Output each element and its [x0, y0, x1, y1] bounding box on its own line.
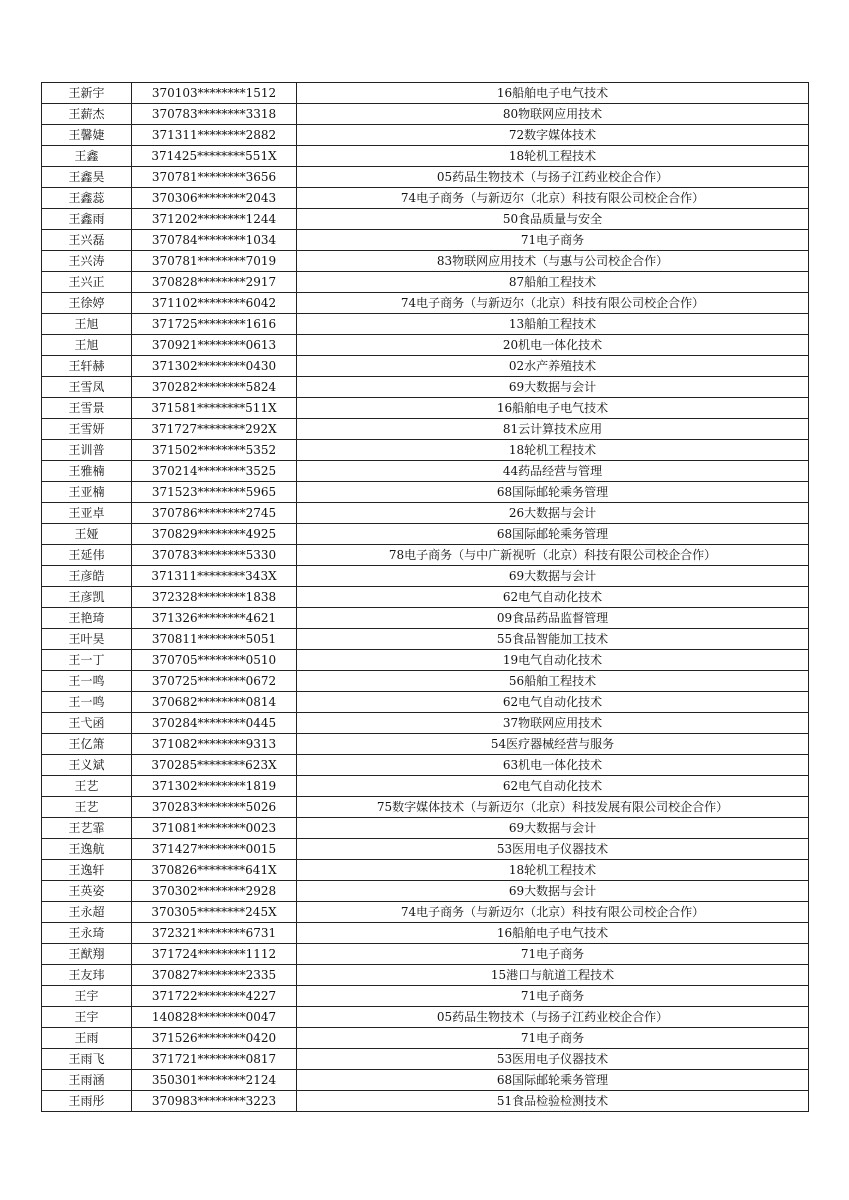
name-cell: 王训普 — [42, 440, 132, 461]
id-cell: 371326********4621 — [132, 608, 297, 629]
name-cell: 王艺 — [42, 776, 132, 797]
name-cell: 王艺 — [42, 797, 132, 818]
name-cell: 王亚楠 — [42, 482, 132, 503]
major-cell: 51食品检验检测技术 — [297, 1091, 809, 1112]
major-cell: 69大数据与会计 — [297, 881, 809, 902]
major-cell: 09食品药品监督管理 — [297, 608, 809, 629]
major-cell: 63机电一体化技术 — [297, 755, 809, 776]
table-row — [42, 314, 809, 335]
table-row — [42, 104, 809, 125]
name-cell: 王弋函 — [42, 713, 132, 734]
table-row — [42, 230, 809, 251]
major-cell: 62电气自动化技术 — [297, 776, 809, 797]
name-cell: 王雪妍 — [42, 419, 132, 440]
table-row — [42, 671, 809, 692]
id-cell: 371581********511X — [132, 398, 297, 419]
major-cell: 15港口与航道工程技术 — [297, 965, 809, 986]
id-cell: 371721********0817 — [132, 1049, 297, 1070]
document-page — [41, 82, 809, 1112]
table-row — [42, 881, 809, 902]
major-cell: 16船舶电子电气技术 — [297, 398, 809, 419]
table-row — [42, 839, 809, 860]
name-cell: 王艳琦 — [42, 608, 132, 629]
major-cell: 02水产养殖技术 — [297, 356, 809, 377]
major-cell: 69大数据与会计 — [297, 818, 809, 839]
name-cell: 王宇 — [42, 986, 132, 1007]
table-body — [42, 83, 809, 1112]
major-cell: 62电气自动化技术 — [297, 587, 809, 608]
id-cell: 371102********6042 — [132, 293, 297, 314]
major-cell: 74电子商务（与新迈尔（北京）科技有限公司校企合作） — [297, 188, 809, 209]
major-cell: 54医疗器械经营与服务 — [297, 734, 809, 755]
id-cell: 371425********551X — [132, 146, 297, 167]
major-cell: 78电子商务（与中广新视听（北京）科技有限公司校企合作） — [297, 545, 809, 566]
name-cell: 王雨 — [42, 1028, 132, 1049]
table-row — [42, 944, 809, 965]
name-cell: 王雨飞 — [42, 1049, 132, 1070]
name-cell: 王亚卓 — [42, 503, 132, 524]
student-table — [41, 82, 809, 1112]
table-row — [42, 1049, 809, 1070]
id-cell: 370103********1512 — [132, 83, 297, 104]
table-row — [42, 482, 809, 503]
table-row — [42, 377, 809, 398]
name-cell: 王娅 — [42, 524, 132, 545]
major-cell: 69大数据与会计 — [297, 566, 809, 587]
table-row — [42, 587, 809, 608]
name-cell: 王雨彤 — [42, 1091, 132, 1112]
id-cell: 370811********5051 — [132, 629, 297, 650]
major-cell: 19电气自动化技术 — [297, 650, 809, 671]
major-cell: 16船舶电子电气技术 — [297, 923, 809, 944]
id-cell: 370983********3223 — [132, 1091, 297, 1112]
table-row — [42, 440, 809, 461]
id-cell: 370302********2928 — [132, 881, 297, 902]
id-cell: 370282********5824 — [132, 377, 297, 398]
id-cell: 372321********6731 — [132, 923, 297, 944]
name-cell: 王义斌 — [42, 755, 132, 776]
id-cell: 371502********5352 — [132, 440, 297, 461]
table-row — [42, 566, 809, 587]
id-cell: 371427********0015 — [132, 839, 297, 860]
id-cell: 370725********0672 — [132, 671, 297, 692]
major-cell: 53医用电子仪器技术 — [297, 1049, 809, 1070]
name-cell: 王馨婕 — [42, 125, 132, 146]
table-row — [42, 125, 809, 146]
id-cell: 371202********1244 — [132, 209, 297, 230]
name-cell: 王新宇 — [42, 83, 132, 104]
major-cell: 71电子商务 — [297, 986, 809, 1007]
major-cell: 71电子商务 — [297, 1028, 809, 1049]
name-cell: 王兴正 — [42, 272, 132, 293]
id-cell: 370285********623X — [132, 755, 297, 776]
name-cell: 王鑫 — [42, 146, 132, 167]
name-cell: 王友玮 — [42, 965, 132, 986]
id-cell: 370682********0814 — [132, 692, 297, 713]
table-row — [42, 188, 809, 209]
major-cell: 62电气自动化技术 — [297, 692, 809, 713]
id-cell: 370284********0445 — [132, 713, 297, 734]
name-cell: 王薪杰 — [42, 104, 132, 125]
table-row — [42, 398, 809, 419]
id-cell: 370783********3318 — [132, 104, 297, 125]
name-cell: 王一丁 — [42, 650, 132, 671]
table-row — [42, 650, 809, 671]
name-cell: 王雅楠 — [42, 461, 132, 482]
major-cell: 56船舶工程技术 — [297, 671, 809, 692]
name-cell: 王鑫昊 — [42, 167, 132, 188]
name-cell: 王叶昊 — [42, 629, 132, 650]
major-cell: 71电子商务 — [297, 230, 809, 251]
major-cell: 74电子商务（与新迈尔（北京）科技有限公司校企合作） — [297, 902, 809, 923]
name-cell: 王宇 — [42, 1007, 132, 1028]
id-cell: 371302********0430 — [132, 356, 297, 377]
id-cell: 371311********2882 — [132, 125, 297, 146]
major-cell: 74电子商务（与新迈尔（北京）科技有限公司校企合作） — [297, 293, 809, 314]
name-cell: 王旭 — [42, 335, 132, 356]
table-row — [42, 860, 809, 881]
major-cell: 53医用电子仪器技术 — [297, 839, 809, 860]
name-cell: 王英姿 — [42, 881, 132, 902]
table-row — [42, 629, 809, 650]
name-cell: 王雪景 — [42, 398, 132, 419]
table-row — [42, 776, 809, 797]
table-row — [42, 335, 809, 356]
name-cell: 王雪凤 — [42, 377, 132, 398]
id-cell: 370283********5026 — [132, 797, 297, 818]
id-cell: 370921********0613 — [132, 335, 297, 356]
id-cell: 370305********245X — [132, 902, 297, 923]
id-cell: 370781********7019 — [132, 251, 297, 272]
table-row — [42, 83, 809, 104]
id-cell: 371081********0023 — [132, 818, 297, 839]
name-cell: 王一鸣 — [42, 671, 132, 692]
major-cell: 69大数据与会计 — [297, 377, 809, 398]
major-cell: 18轮机工程技术 — [297, 146, 809, 167]
table-row — [42, 986, 809, 1007]
table-row — [42, 1028, 809, 1049]
major-cell: 81云计算技术应用 — [297, 419, 809, 440]
major-cell: 68国际邮轮乘务管理 — [297, 1070, 809, 1091]
table-row — [42, 524, 809, 545]
major-cell: 18轮机工程技术 — [297, 440, 809, 461]
id-cell: 371725********1616 — [132, 314, 297, 335]
id-cell: 371722********4227 — [132, 986, 297, 1007]
name-cell: 王延伟 — [42, 545, 132, 566]
table-row — [42, 1070, 809, 1091]
table-row — [42, 608, 809, 629]
major-cell: 37物联网应用技术 — [297, 713, 809, 734]
name-cell: 王永超 — [42, 902, 132, 923]
name-cell: 王兴涛 — [42, 251, 132, 272]
major-cell: 18轮机工程技术 — [297, 860, 809, 881]
name-cell: 王徐婷 — [42, 293, 132, 314]
table-row — [42, 251, 809, 272]
major-cell: 16船舶电子电气技术 — [297, 83, 809, 104]
id-cell: 371526********0420 — [132, 1028, 297, 1049]
name-cell: 王彦皓 — [42, 566, 132, 587]
id-cell: 371302********1819 — [132, 776, 297, 797]
table-row — [42, 209, 809, 230]
major-cell: 50食品质量与安全 — [297, 209, 809, 230]
table-row — [42, 923, 809, 944]
major-cell: 26大数据与会计 — [297, 503, 809, 524]
name-cell: 王艺霏 — [42, 818, 132, 839]
table-row — [42, 797, 809, 818]
major-cell: 80物联网应用技术 — [297, 104, 809, 125]
table-row — [42, 293, 809, 314]
id-cell: 370306********2043 — [132, 188, 297, 209]
name-cell: 王一鸣 — [42, 692, 132, 713]
table-row — [42, 146, 809, 167]
table-row — [42, 755, 809, 776]
table-row — [42, 503, 809, 524]
name-cell: 王旭 — [42, 314, 132, 335]
id-cell: 370214********3525 — [132, 461, 297, 482]
name-cell: 王兴磊 — [42, 230, 132, 251]
major-cell: 20机电一体化技术 — [297, 335, 809, 356]
table-row — [42, 545, 809, 566]
id-cell: 371727********292X — [132, 419, 297, 440]
id-cell: 370829********4925 — [132, 524, 297, 545]
name-cell: 王雨涵 — [42, 1070, 132, 1091]
id-cell: 370784********1034 — [132, 230, 297, 251]
name-cell: 王逸航 — [42, 839, 132, 860]
table-row — [42, 356, 809, 377]
id-cell: 372328********1838 — [132, 587, 297, 608]
major-cell: 13船舶工程技术 — [297, 314, 809, 335]
table-row — [42, 692, 809, 713]
id-cell: 371082********9313 — [132, 734, 297, 755]
major-cell: 55食品智能加工技术 — [297, 629, 809, 650]
major-cell: 72数字媒体技术 — [297, 125, 809, 146]
table-row — [42, 1091, 809, 1112]
id-cell: 350301********2124 — [132, 1070, 297, 1091]
major-cell: 44药品经营与管理 — [297, 461, 809, 482]
major-cell: 71电子商务 — [297, 944, 809, 965]
id-cell: 370827********2335 — [132, 965, 297, 986]
name-cell: 王轩赫 — [42, 356, 132, 377]
id-cell: 370828********2917 — [132, 272, 297, 293]
table-row — [42, 965, 809, 986]
id-cell: 370781********3656 — [132, 167, 297, 188]
table-row — [42, 902, 809, 923]
major-cell: 75数字媒体技术（与新迈尔（北京）科技发展有限公司校企合作） — [297, 797, 809, 818]
major-cell: 05药品生物技术（与扬子江药业校企合作） — [297, 167, 809, 188]
major-cell: 68国际邮轮乘务管理 — [297, 482, 809, 503]
name-cell: 王猷翔 — [42, 944, 132, 965]
table-row — [42, 272, 809, 293]
name-cell: 王鑫蕊 — [42, 188, 132, 209]
id-cell: 140828********0047 — [132, 1007, 297, 1028]
major-cell: 05药品生物技术（与扬子江药业校企合作） — [297, 1007, 809, 1028]
table-row — [42, 461, 809, 482]
name-cell: 王永琦 — [42, 923, 132, 944]
name-cell: 王鑫雨 — [42, 209, 132, 230]
name-cell: 王亿箫 — [42, 734, 132, 755]
id-cell: 370705********0510 — [132, 650, 297, 671]
table-row — [42, 713, 809, 734]
table-row — [42, 818, 809, 839]
name-cell: 王彦凯 — [42, 587, 132, 608]
name-cell: 王逸轩 — [42, 860, 132, 881]
table-row — [42, 734, 809, 755]
table-row — [42, 419, 809, 440]
major-cell: 83物联网应用技术（与惠与公司校企合作） — [297, 251, 809, 272]
id-cell: 371523********5965 — [132, 482, 297, 503]
table-row — [42, 1007, 809, 1028]
major-cell: 87船舶工程技术 — [297, 272, 809, 293]
id-cell: 370786********2745 — [132, 503, 297, 524]
id-cell: 371724********1112 — [132, 944, 297, 965]
id-cell: 371311********343X — [132, 566, 297, 587]
table-row — [42, 167, 809, 188]
id-cell: 370783********5330 — [132, 545, 297, 566]
major-cell: 68国际邮轮乘务管理 — [297, 524, 809, 545]
id-cell: 370826********641X — [132, 860, 297, 881]
